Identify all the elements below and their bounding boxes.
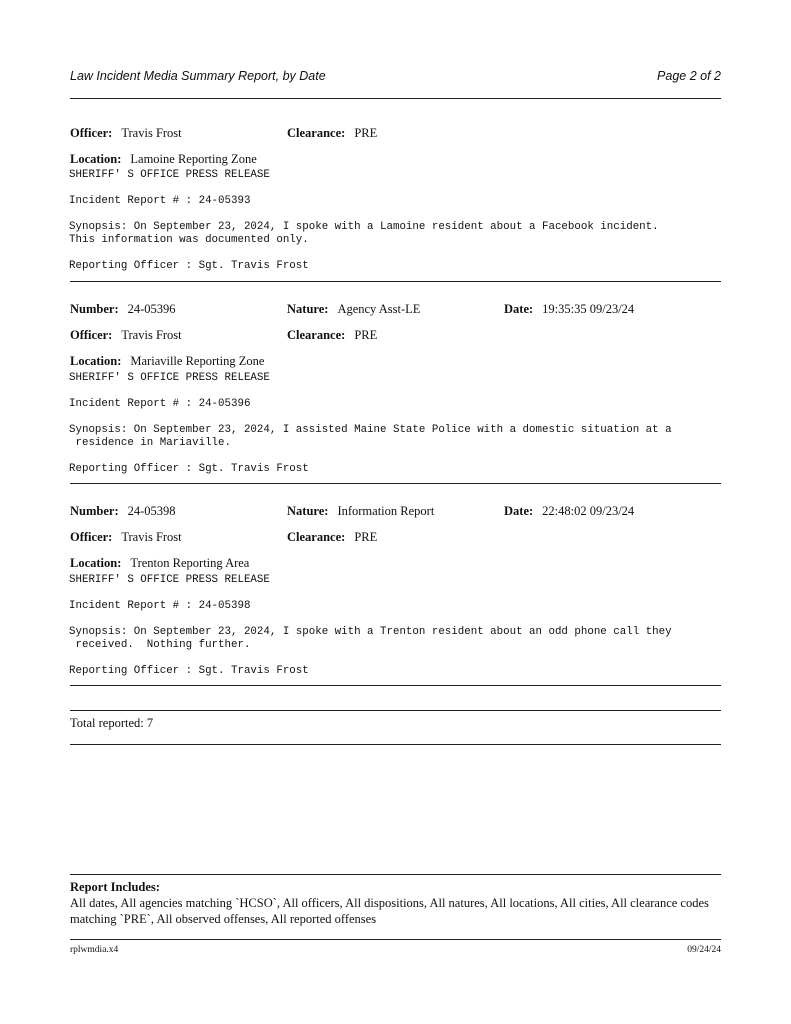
officer-field bbox=[70, 126, 182, 141]
clearance-value: PRE bbox=[354, 328, 378, 342]
report-includes-title: Report Includes: bbox=[70, 880, 160, 894]
total-top-divider bbox=[70, 710, 721, 711]
total-bottom-divider bbox=[70, 744, 721, 745]
officer-field bbox=[70, 530, 182, 545]
clearance-label: Clearance: bbox=[287, 126, 346, 140]
incident-report-line: Incident Report # : 24-05396 bbox=[69, 398, 251, 410]
location-field bbox=[70, 354, 264, 369]
incident-report-line: Incident Report # : 24-05393 bbox=[69, 195, 251, 207]
officer-label: Officer: bbox=[70, 530, 113, 544]
clearance-field bbox=[287, 126, 377, 141]
nature-label: Nature: bbox=[287, 302, 329, 316]
location-value: Mariaville Reporting Zone bbox=[130, 354, 265, 368]
report-includes-text: All dates, All agencies matching `HCSO`, All officers, All dispositions, All natures, All locations, All cities, All clearance codes matching `PRE`, All observed offenses, All reported offenses bbox=[70, 896, 709, 926]
officer-label: Officer: bbox=[70, 126, 113, 140]
officer-field bbox=[70, 328, 182, 343]
nature-field bbox=[287, 302, 420, 317]
location-value: Trenton Reporting Area bbox=[130, 556, 250, 570]
record-divider bbox=[70, 483, 721, 484]
officer-value: Travis Frost bbox=[121, 126, 182, 140]
synopsis-line-1: Synopsis: On September 23, 2024, I assisted Maine State Police with a domestic situation at a bbox=[69, 424, 672, 436]
incident-report-line: Incident Report # : 24-05398 bbox=[69, 600, 251, 612]
press-release-line: SHERIFF' S OFFICE PRESS RELEASE bbox=[69, 574, 270, 586]
print-date: 09/24/24 bbox=[687, 945, 721, 955]
report-code: rplwmdia.x4 bbox=[70, 945, 119, 955]
location-field bbox=[70, 556, 249, 571]
date-label: Date: bbox=[504, 302, 534, 316]
clearance-value: PRE bbox=[354, 126, 378, 140]
clearance-field bbox=[287, 530, 377, 545]
location-label: Location: bbox=[70, 354, 122, 368]
record-divider bbox=[70, 685, 721, 686]
press-release-line: SHERIFF' S OFFICE PRESS RELEASE bbox=[69, 169, 270, 181]
clearance-field bbox=[287, 328, 377, 343]
reporting-officer-line: Reporting Officer : Sgt. Travis Frost bbox=[69, 260, 309, 272]
location-label: Location: bbox=[70, 152, 122, 166]
number-label: Number: bbox=[70, 504, 119, 518]
nature-field bbox=[287, 504, 434, 519]
date-field bbox=[504, 302, 634, 317]
report-header bbox=[70, 69, 721, 85]
nature-label: Nature: bbox=[287, 504, 329, 518]
location-value: Lamoine Reporting Zone bbox=[130, 152, 257, 166]
date-value: 19:35:35 09/23/24 bbox=[542, 302, 635, 316]
press-release-line: SHERIFF' S OFFICE PRESS RELEASE bbox=[69, 372, 270, 384]
header-divider bbox=[70, 98, 721, 99]
date-label: Date: bbox=[504, 504, 534, 518]
date-field bbox=[504, 504, 634, 519]
page-number: Page 2 of 2 bbox=[657, 69, 721, 83]
number-field bbox=[70, 302, 176, 317]
total-reported: Total reported: 7 bbox=[70, 716, 154, 730]
officer-label: Officer: bbox=[70, 328, 113, 342]
synopsis-line-2: received. Nothing further. bbox=[69, 639, 251, 651]
number-field bbox=[70, 504, 176, 519]
clearance-label: Clearance: bbox=[287, 530, 346, 544]
clearance-value: PRE bbox=[354, 530, 378, 544]
nature-value: Information Report bbox=[337, 504, 435, 518]
number-value: 24-05396 bbox=[127, 302, 176, 316]
reporting-officer-line: Reporting Officer : Sgt. Travis Frost bbox=[69, 665, 309, 677]
synopsis-line-2: residence in Mariaville. bbox=[69, 437, 231, 449]
nature-value: Agency Asst-LE bbox=[337, 302, 421, 316]
date-value: 22:48:02 09/23/24 bbox=[542, 504, 635, 518]
report-title: Law Incident Media Summary Report, by Date bbox=[70, 69, 326, 83]
synopsis-line-2: This information was documented only. bbox=[69, 234, 309, 246]
number-value: 24-05398 bbox=[127, 504, 176, 518]
clearance-label: Clearance: bbox=[287, 328, 346, 342]
synopsis-line-1: Synopsis: On September 23, 2024, I spoke with a Lamoine resident about a Facebook incident. bbox=[69, 221, 659, 233]
reporting-officer-line: Reporting Officer : Sgt. Travis Frost bbox=[69, 463, 309, 475]
number-label: Number: bbox=[70, 302, 119, 316]
officer-value: Travis Frost bbox=[121, 530, 182, 544]
location-label: Location: bbox=[70, 556, 122, 570]
record-divider bbox=[70, 281, 721, 282]
officer-value: Travis Frost bbox=[121, 328, 182, 342]
footer-divider bbox=[70, 939, 721, 940]
includes-divider bbox=[70, 874, 721, 875]
location-field bbox=[70, 152, 257, 167]
synopsis-line-1: Synopsis: On September 23, 2024, I spoke with a Trenton resident about an odd phone call they bbox=[69, 626, 672, 638]
